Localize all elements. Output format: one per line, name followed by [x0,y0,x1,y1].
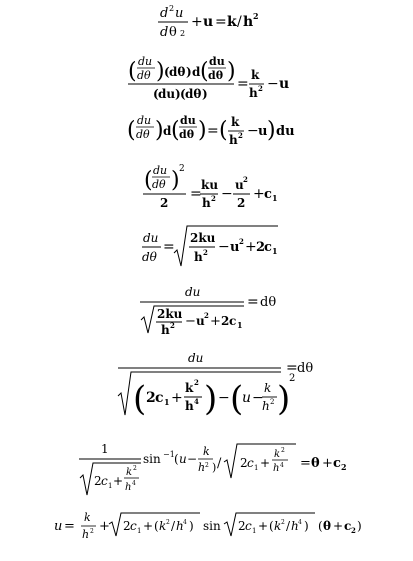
math-glyph-d: d [163,124,172,138]
math-glyph-two: 2 [194,378,199,387]
equation-5 [142,226,278,266]
math-glyph-du: du [209,55,225,68]
math-glyph-u: u [230,240,240,255]
math-glyph-two: 2 [221,314,230,328]
math-glyph-minus: − [185,314,196,329]
math-glyph-du: du [158,87,176,101]
math-glyph-u: u [203,14,214,30]
math-glyph-du: du [138,55,153,68]
math-glyph-ku: ku [201,178,219,192]
math-glyph-sub1: 1 [164,397,170,407]
math-glyph-sub1: 1 [254,464,259,472]
math-glyph-u: u [179,452,187,466]
math-glyph-lparen: ( [127,118,136,143]
math-glyph-h: h [249,86,258,100]
math-glyph-d: d [192,65,201,79]
math-glyph-two: 2 [123,519,131,533]
math-glyph-dtheta: dθ [179,128,195,141]
math-glyph-lparen: ( [133,379,147,419]
math-glyph-four: 4 [132,480,136,487]
math-glyph-plus: + [171,390,183,406]
math-glyph-twoku: 2ku [157,307,183,321]
math-glyph-two: 2 [237,196,246,210]
math-glyph-plus: + [245,239,257,255]
math-glyph-du: du [276,124,295,139]
math-glyph-c: c [101,474,108,488]
math-glyph-two: 2 [179,164,185,174]
math-glyph-two: 2 [203,248,208,257]
math-glyph-sub1: 1 [272,193,278,203]
math-glyph-theta: θ [311,456,320,471]
math-glyph-d: d [160,6,169,21]
math-glyph-four: 4 [298,519,302,526]
math-glyph-minus: − [187,452,198,466]
math-glyph-c: c [333,456,341,471]
math-glyph-two: 2 [289,373,296,384]
math-glyph-lparen: ( [153,87,159,101]
math-glyph-h: h [198,461,206,474]
math-glyph-sin: sin [143,452,161,466]
math-glyph-sub1: 1 [237,320,243,330]
math-glyph-rparen: ) [198,118,207,143]
math-glyph-rparen: ) [171,168,180,193]
equation-3 [127,114,295,147]
math-glyph-plus: + [99,519,110,534]
math-glyph-du: du [153,164,168,177]
math-glyph-four: 4 [194,397,199,406]
math-glyph-c: c [247,456,254,470]
math-glyph-sub1: 1 [252,527,257,535]
math-glyph-lparen: ( [174,452,179,466]
math-glyph-minus: − [252,390,264,406]
math-glyph-eq: = [286,360,298,376]
math-glyph-sub1: 1 [137,527,142,535]
math-glyph-c: c [245,519,252,533]
math-glyph-neg1: −1 [163,450,175,459]
math-glyph-plus: + [258,519,269,533]
math-glyph-h: h [273,463,280,474]
math-glyph-eq: = [300,456,311,471]
math-glyph-dtheta: dθ [136,128,150,141]
math-glyph-sub2: 2 [351,526,356,535]
math-glyph-h: h [229,133,238,147]
math-glyph-dtheta: dθ [297,361,314,376]
math-glyph-plus: + [113,474,124,488]
math-glyph-lparen: ( [180,87,186,101]
math-glyph-h: h [176,519,184,533]
math-glyph-rparen: ) [212,461,217,474]
equation-9 [54,511,362,541]
equation-8 [79,442,347,495]
math-glyph-c: c [264,187,272,202]
math-glyph-lparen: ( [154,519,159,533]
math-glyph-theta: θ [323,519,332,533]
math-glyph-lparen: ( [164,65,170,79]
math-glyph-theta: θ [169,25,177,40]
math-glyph-two: 2 [133,465,137,472]
math-glyph-rparen: ) [155,118,164,143]
math-glyph-d: d [160,25,169,40]
math-glyph-lparen: ( [318,519,323,533]
math-glyph-rparen: ) [202,87,208,101]
math-glyph-rparen: ) [204,379,218,419]
math-glyph-slash: / [217,456,222,471]
equation-6 [140,285,276,337]
math-glyph-rparen: ) [227,59,236,84]
math-glyph-lparen: ( [269,519,274,533]
math-glyph-dtheta: dθ [137,69,151,82]
math-glyph-eq: = [207,123,219,139]
math-glyph-two: 2 [211,194,216,203]
math-glyph-minus: − [218,239,230,255]
math-glyph-two: 2 [180,29,186,38]
math-glyph-two: 2 [205,462,209,469]
math-glyph-k: k [185,381,194,395]
math-glyph-four: 4 [280,462,284,469]
math-glyph-k: k [126,467,133,478]
math-glyph-eq: = [237,76,249,92]
math-glyph-two: 2 [166,519,170,526]
math-glyph-plus: + [253,186,265,202]
equation-2 [128,55,289,101]
math-glyph-dtheta: dθ [185,87,202,101]
math-glyph-dtheta: dθ [142,250,157,264]
math-glyph-c: c [344,519,352,533]
math-glyph-lparen: ( [144,168,153,193]
math-glyph-two: 2 [253,11,259,21]
math-glyph-eq: = [190,186,202,202]
math-glyph-two: 2 [239,237,244,246]
math-glyph-u: u [242,390,252,406]
math-glyph-plus: + [143,519,154,533]
math-glyph-sub2: 2 [341,462,347,472]
math-glyph-du: du [188,351,204,365]
math-glyph-lparen: ( [219,118,228,143]
math-glyph-rparen: ) [186,65,192,79]
math-glyph-two: 2 [170,321,175,330]
math-glyph-two: 2 [94,474,102,488]
math-glyph-eq: = [64,519,75,534]
math-glyph-u: u [279,76,290,92]
math-glyph-sub1: 1 [272,246,278,256]
math-glyph-c: c [229,314,237,328]
math-glyph-dtheta: dθ [152,178,166,191]
math-glyph-h: h [243,14,254,30]
math-glyph-plus: + [260,456,271,470]
math-glyph-u: u [235,178,244,192]
math-glyph-slash: / [171,519,176,533]
math-glyph-two: 2 [281,447,285,454]
math-glyph-k: k [274,519,282,533]
math-glyph-h: h [262,399,270,413]
math-glyph-sin: sin [203,519,221,533]
math-glyph-c: c [130,519,137,533]
math-glyph-k: k [203,445,210,458]
math-glyph-twoku: 2ku [190,231,216,245]
math-glyph-h: h [82,528,90,541]
equation-1 [158,4,259,40]
math-glyph-rparen: ) [267,118,276,143]
math-glyph-two: 2 [169,4,175,13]
math-glyph-minus: − [247,123,259,139]
math-glyph-lparen: ( [128,59,137,84]
math-glyph-plus: + [322,456,333,471]
math-glyph-dtheta: dθ [260,295,277,310]
math-glyph-h: h [185,399,194,413]
math-glyph-du: du [180,114,196,127]
math-glyph-two: 2 [238,131,243,140]
math-glyph-rparen: ) [357,519,362,533]
equation-4 [143,164,278,210]
math-glyph-k: k [251,68,260,82]
math-glyph-minus: − [221,186,233,202]
math-glyph-du: du [185,285,201,299]
math-glyph-dtheta: dθ [169,65,186,79]
math-glyph-two: 2 [270,398,275,406]
math-glyph-slash: / [286,519,291,533]
math-glyph-dtheta: dθ [208,69,224,82]
math-glyph-rparen: ) [304,519,309,533]
math-glyph-h: h [125,482,132,493]
math-glyph-du: du [137,114,152,127]
math-glyph-k: k [84,511,91,524]
math-glyph-plus: + [210,314,221,329]
math-glyph-u: u [54,519,63,534]
math-glyph-du: du [143,231,159,245]
math-glyph-two: 2 [160,196,169,210]
equation-7 [118,351,313,419]
math-glyph-rparen: ) [189,519,194,533]
math-glyph-k: k [264,381,272,395]
math-glyph-eq: = [215,14,227,30]
math-glyph-h: h [161,323,170,337]
math-glyph-two: 2 [258,84,263,93]
math-glyph-two: 2 [281,519,285,526]
math-glyph-two: 2 [204,311,209,320]
math-glyph-plus: + [191,14,203,30]
math-glyph-two: 2 [243,175,248,184]
math-glyph-h: h [291,519,299,533]
math-glyph-u: u [175,6,184,21]
math-glyph-k: k [231,115,240,129]
math-glyph-one: 1 [101,442,109,456]
math-glyph-u: u [196,314,205,328]
math-glyph-h: h [202,196,211,210]
math-glyph-two: 2 [256,240,266,255]
math-glyph-k: k [274,449,281,460]
math-glyph-two: 2 [90,528,94,535]
math-glyph-sub1: 1 [108,482,113,490]
math-glyph-c: c [264,240,272,255]
math-glyph-rparen: ) [156,59,165,84]
math-glyph-lparen: ( [230,379,244,419]
math-glyph-rparen: ) [277,379,291,419]
math-glyph-u: u [258,124,268,139]
math-glyph-four: 4 [183,519,187,526]
math-glyph-c: c [155,390,164,406]
math-glyph-eq: = [163,239,175,255]
math-glyph-plus: + [333,519,344,533]
math-glyph-two: 2 [146,390,156,406]
math-glyph-slash: / [237,14,242,30]
math-glyph-k: k [159,519,167,533]
math-glyph-minus: − [267,76,279,92]
math-glyph-minus: − [218,390,230,406]
math-glyph-lparen: ( [171,118,180,143]
math-glyph-h: h [194,250,203,264]
math-glyph-two: 2 [238,519,246,533]
math-glyph-rparen: ) [175,87,181,101]
math-glyph-lparen: ( [200,59,209,84]
math-glyph-eq: = [247,294,259,310]
math-glyph-k: k [227,14,237,30]
math-glyph-two: 2 [240,456,248,470]
